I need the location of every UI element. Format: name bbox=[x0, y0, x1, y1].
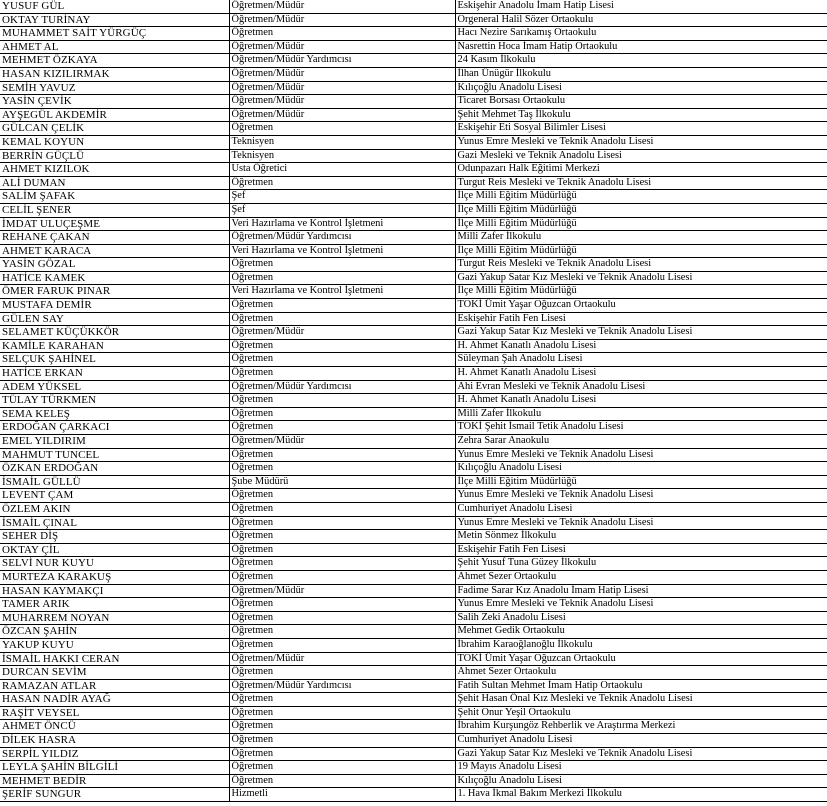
staff-school-cell: Fatih Sultan Mehmet İmam Hatip Ortaokulu bbox=[455, 679, 827, 693]
staff-title-cell: Teknisyen bbox=[229, 135, 455, 149]
staff-name-cell: OKTAY ÇİL bbox=[0, 543, 229, 557]
staff-title-cell: Öğretmen bbox=[229, 312, 455, 326]
staff-title-cell: Öğretmen bbox=[229, 530, 455, 544]
staff-name-cell: ADEM YÜKSEL bbox=[0, 380, 229, 394]
staff-school-cell: 24 Kasım İlkokulu bbox=[455, 54, 827, 68]
staff-school-cell: Gazi Yakup Satar Kız Mesleki ve Teknik Anadolu Lisesi bbox=[455, 747, 827, 761]
staff-title-cell: Öğretmen/Müdür bbox=[229, 584, 455, 598]
table-row bbox=[0, 584, 827, 598]
table-row bbox=[0, 394, 827, 408]
staff-title-cell: Öğretmen bbox=[229, 761, 455, 775]
staff-name-cell: ÖMER FARUK PINAR bbox=[0, 285, 229, 299]
staff-title-cell: Öğretmen/Müdür bbox=[229, 40, 455, 54]
table-row bbox=[0, 299, 827, 313]
staff-title-cell: Öğretmen/Müdür bbox=[229, 326, 455, 340]
staff-school-cell: Ahmet Sezer Ortaokulu bbox=[455, 570, 827, 584]
staff-school-cell: TOKİ Ümit Yaşar Oğuzcan Ortaokulu bbox=[455, 299, 827, 313]
staff-name-cell: SELAMET KÜÇÜKKÖR bbox=[0, 326, 229, 340]
staff-school-cell: Turgut Reis Mesleki ve Teknik Anadolu Lisesi bbox=[455, 176, 827, 190]
staff-school-cell: 19 Mayıs Anadolu Lisesi bbox=[455, 761, 827, 775]
staff-name-cell: AHMET KARACA bbox=[0, 244, 229, 258]
staff-title-cell: Öğretmen/Müdür Yardımcısı bbox=[229, 54, 455, 68]
table-row bbox=[0, 231, 827, 245]
staff-title-cell: Öğretmen bbox=[229, 299, 455, 313]
staff-name-cell: CELİL ŞENER bbox=[0, 203, 229, 217]
staff-school-cell: Şehit Yusuf Tuna Güzey İlkokulu bbox=[455, 557, 827, 571]
table-row bbox=[0, 271, 827, 285]
staff-school-cell: Şehit Hasan Önal Kız Mesleki ve Teknik Anadolu Lisesi bbox=[455, 693, 827, 707]
staff-title-cell: Öğretmen bbox=[229, 611, 455, 625]
staff-name-cell: REHANE ÇAKAN bbox=[0, 231, 229, 245]
table-row bbox=[0, 774, 827, 788]
staff-title-cell: Öğretmen bbox=[229, 598, 455, 612]
staff-name-cell: HATİCE ERKAN bbox=[0, 367, 229, 381]
staff-school-cell: İlçe Milli Eğitim Müdürlüğü bbox=[455, 203, 827, 217]
staff-name-cell: MUHARREM NOYAN bbox=[0, 611, 229, 625]
staff-name-cell: LEVENT ÇAM bbox=[0, 489, 229, 503]
staff-school-cell: Milli Zafer İlkokulu bbox=[455, 231, 827, 245]
staff-name-cell: MEHMET BEDİR bbox=[0, 774, 229, 788]
staff-title-cell: Veri Hazırlama ve Kontrol İşletmeni bbox=[229, 217, 455, 231]
staff-title-cell: Öğretmen bbox=[229, 462, 455, 476]
staff-title-cell: Öğretmen/Müdür bbox=[229, 435, 455, 449]
staff-name-cell: GÜLEN SAY bbox=[0, 312, 229, 326]
staff-school-cell: 1. Hava İkmal Bakım Merkezi İlkokulu bbox=[455, 788, 827, 802]
staff-school-cell: Ticaret Borsası Ortaokulu bbox=[455, 95, 827, 109]
staff-name-cell: SEMİH YAVUZ bbox=[0, 81, 229, 95]
staff-name-cell: SERPİL YILDIZ bbox=[0, 747, 229, 761]
staff-name-cell: ŞERİF SUNGUR bbox=[0, 788, 229, 802]
staff-name-cell: AHMET ÖNCÜ bbox=[0, 720, 229, 734]
staff-name-cell: YAKUP KUYU bbox=[0, 638, 229, 652]
table-row bbox=[0, 502, 827, 516]
table-row bbox=[0, 108, 827, 122]
staff-name-cell: ÖZCAN ŞAHİN bbox=[0, 625, 229, 639]
staff-title-cell: Öğretmen bbox=[229, 774, 455, 788]
staff-school-cell: Şehit Onur Yeşil Ortaokulu bbox=[455, 706, 827, 720]
staff-title-cell: Öğretmen/Müdür bbox=[229, 95, 455, 109]
staff-title-cell: Öğretmen bbox=[229, 27, 455, 41]
staff-name-cell: YUSUF GÜL bbox=[0, 0, 229, 13]
staff-name-cell: ÖZLEM AKIN bbox=[0, 502, 229, 516]
staff-title-cell: Öğretmen bbox=[229, 570, 455, 584]
staff-school-cell: İlçe Milli Eğitim Müdürlüğü bbox=[455, 285, 827, 299]
table-row bbox=[0, 598, 827, 612]
table-row bbox=[0, 788, 827, 802]
table-row bbox=[0, 285, 827, 299]
staff-name-cell: OKTAY TURİNAY bbox=[0, 13, 229, 27]
table-row bbox=[0, 135, 827, 149]
staff-school-cell: Odunpazarı Halk Eğitimi Merkezi bbox=[455, 163, 827, 177]
staff-title-cell: Şef bbox=[229, 190, 455, 204]
staff-title-cell: Öğretmen/Müdür bbox=[229, 81, 455, 95]
staff-name-cell: AYŞEGÜL AKDEMİR bbox=[0, 108, 229, 122]
table-row bbox=[0, 367, 827, 381]
staff-name-cell: KEMAL KOYUN bbox=[0, 135, 229, 149]
table-row bbox=[0, 312, 827, 326]
staff-name-cell: MAHMUT TUNCEL bbox=[0, 448, 229, 462]
table-row bbox=[0, 516, 827, 530]
staff-name-cell: İSMAİL ÇINAL bbox=[0, 516, 229, 530]
staff-name-cell: MURTEZA KARAKUŞ bbox=[0, 570, 229, 584]
staff-title-cell: Öğretmen bbox=[229, 502, 455, 516]
table-row bbox=[0, 217, 827, 231]
staff-school-cell: Eskişehir Anadolu İmam Hatip Lisesi bbox=[455, 0, 827, 13]
staff-school-cell: H. Ahmet Kanatlı Anadolu Lisesi bbox=[455, 394, 827, 408]
staff-name-cell: TAMER ARIK bbox=[0, 598, 229, 612]
staff-school-cell: Yunus Emre Mesleki ve Teknik Anadolu Lisesi bbox=[455, 135, 827, 149]
table-row bbox=[0, 95, 827, 109]
staff-school-cell: İlçe Milli Eğitim Müdürlüğü bbox=[455, 475, 827, 489]
staff-title-cell: Öğretmen/Müdür Yardımcısı bbox=[229, 380, 455, 394]
staff-name-cell: RAŞİT VEYSEL bbox=[0, 706, 229, 720]
staff-school-cell: Eskişehir Fatih Fen Lisesi bbox=[455, 312, 827, 326]
table-row bbox=[0, 679, 827, 693]
table-row bbox=[0, 149, 827, 163]
staff-name-cell: MEHMET ÖZKAYA bbox=[0, 54, 229, 68]
staff-name-cell: AHMET KIZILOK bbox=[0, 163, 229, 177]
staff-school-cell: TOKİ Ümit Yaşar Oğuzcan Ortaokulu bbox=[455, 652, 827, 666]
table-row bbox=[0, 666, 827, 680]
table-row bbox=[0, 557, 827, 571]
table-row bbox=[0, 244, 827, 258]
staff-title-cell: Öğretmen bbox=[229, 638, 455, 652]
staff-title-cell: Öğretmen bbox=[229, 448, 455, 462]
table-row bbox=[0, 530, 827, 544]
staff-title-cell: Öğretmen bbox=[229, 394, 455, 408]
staff-name-cell: LEYLA ŞAHİN BİLGİLİ bbox=[0, 761, 229, 775]
staff-school-cell: Yunus Emre Mesleki ve Teknik Anadolu Lisesi bbox=[455, 448, 827, 462]
table-row bbox=[0, 570, 827, 584]
staff-name-cell: KAMİLE KARAHAN bbox=[0, 339, 229, 353]
staff-name-cell: DİLEK HASRA bbox=[0, 734, 229, 748]
staff-school-cell: Zehra Sarar Anaokulu bbox=[455, 435, 827, 449]
staff-name-cell: AHMET AL bbox=[0, 40, 229, 54]
table-row bbox=[0, 747, 827, 761]
staff-title-cell: Öğretmen/Müdür bbox=[229, 13, 455, 27]
staff-school-cell: Mehmet Gedik Ortaokulu bbox=[455, 625, 827, 639]
staff-school-cell: İlhan Ünügür İlkokulu bbox=[455, 67, 827, 81]
table-row bbox=[0, 448, 827, 462]
staff-name-cell: EMEL YILDIRIM bbox=[0, 435, 229, 449]
staff-title-cell: Şube Müdürü bbox=[229, 475, 455, 489]
staff-name-cell: YASİN GÖZAL bbox=[0, 258, 229, 272]
staff-name-cell: HASAN NADİR AYAĞ bbox=[0, 693, 229, 707]
staff-name-cell: HASAN KAYMAKÇI bbox=[0, 584, 229, 598]
table-row bbox=[0, 638, 827, 652]
staff-title-cell: Öğretmen bbox=[229, 625, 455, 639]
staff-name-cell: RAMAZAN ATLAR bbox=[0, 679, 229, 693]
staff-name-cell: İSMAİL HAKKI CERAN bbox=[0, 652, 229, 666]
staff-school-cell: Fadime Sarar Kız Anadolu İmam Hatip Lisesi bbox=[455, 584, 827, 598]
staff-title-cell: Usta Öğretici bbox=[229, 163, 455, 177]
staff-name-cell: SELVİ NUR KUYU bbox=[0, 557, 229, 571]
table-row bbox=[0, 163, 827, 177]
staff-school-cell: Ahi Evran Mesleki ve Teknik Anadolu Lisesi bbox=[455, 380, 827, 394]
staff-school-cell: Yunus Emre Mesleki ve Teknik Anadolu Lisesi bbox=[455, 489, 827, 503]
staff-title-cell: Öğretmen bbox=[229, 516, 455, 530]
table-row bbox=[0, 27, 827, 41]
staff-school-cell: Hacı Nezire Sarıkamış Ortaokulu bbox=[455, 27, 827, 41]
table-row bbox=[0, 81, 827, 95]
staff-title-cell: Öğretmen bbox=[229, 407, 455, 421]
staff-name-cell: BERRİN GÜÇLÜ bbox=[0, 149, 229, 163]
table-row bbox=[0, 625, 827, 639]
staff-school-cell: Orgeneral Halil Sözer Ortaokulu bbox=[455, 13, 827, 27]
staff-title-cell: Öğretmen/Müdür Yardımcısı bbox=[229, 231, 455, 245]
staff-name-cell: DURCAN SEVİM bbox=[0, 666, 229, 680]
staff-name-cell: SALİM ŞAFAK bbox=[0, 190, 229, 204]
staff-title-cell: Öğretmen bbox=[229, 557, 455, 571]
staff-school-cell: Kılıçoğlu Anadolu Lisesi bbox=[455, 462, 827, 476]
staff-title-cell: Öğretmen bbox=[229, 353, 455, 367]
staff-name-cell: YASİN ÇEVİK bbox=[0, 95, 229, 109]
staff-name-cell: İSMAİL GÜLLÜ bbox=[0, 475, 229, 489]
staff-title-cell: Öğretmen bbox=[229, 693, 455, 707]
table-row bbox=[0, 40, 827, 54]
staff-school-cell: TOKİ Şehit İsmail Tetik Anadolu Lisesi bbox=[455, 421, 827, 435]
staff-title-cell: Öğretmen/Müdür bbox=[229, 0, 455, 13]
table-row bbox=[0, 720, 827, 734]
staff-name-cell: ALİ DUMAN bbox=[0, 176, 229, 190]
staff-title-cell: Öğretmen/Müdür bbox=[229, 108, 455, 122]
staff-name-cell: SEHER DİŞ bbox=[0, 530, 229, 544]
staff-name-cell: ERDOĞAN ÇARKACI bbox=[0, 421, 229, 435]
staff-title-cell: Öğretmen bbox=[229, 258, 455, 272]
staff-name-cell: HASAN KIZILIRMAK bbox=[0, 67, 229, 81]
table-row bbox=[0, 734, 827, 748]
staff-title-cell: Öğretmen bbox=[229, 543, 455, 557]
staff-name-cell: İMDAT ULUÇEŞME bbox=[0, 217, 229, 231]
table-row bbox=[0, 190, 827, 204]
staff-name-cell: SELÇUK ŞAHİNEL bbox=[0, 353, 229, 367]
staff-school-cell: Cumhuriyet Anadolu Lisesi bbox=[455, 502, 827, 516]
staff-school-cell: Şehit Mehmet Taş İlkokulu bbox=[455, 108, 827, 122]
table-row bbox=[0, 326, 827, 340]
staff-title-cell: Öğretmen bbox=[229, 706, 455, 720]
staff-name-cell: GÜLCAN ÇELİK bbox=[0, 122, 229, 136]
table-row bbox=[0, 421, 827, 435]
staff-title-cell: Şef bbox=[229, 203, 455, 217]
staff-title-cell: Öğretmen/Müdür bbox=[229, 652, 455, 666]
staff-school-cell: Metin Sönmez İlkokulu bbox=[455, 530, 827, 544]
staff-title-cell: Öğretmen bbox=[229, 176, 455, 190]
staff-school-cell: Yunus Emre Mesleki ve Teknik Anadolu Lisesi bbox=[455, 598, 827, 612]
staff-title-cell: Öğretmen bbox=[229, 421, 455, 435]
table-row bbox=[0, 258, 827, 272]
staff-school-cell: İlçe Milli Eğitim Müdürlüğü bbox=[455, 217, 827, 231]
staff-title-cell: Öğretmen bbox=[229, 489, 455, 503]
staff-school-cell: Gazi Mesleki ve Teknik Anadolu Lisesi bbox=[455, 149, 827, 163]
staff-name-cell: TÜLAY TÜRKMEN bbox=[0, 394, 229, 408]
staff-title-cell: Öğretmen bbox=[229, 122, 455, 136]
staff-title-cell: Hizmetli bbox=[229, 788, 455, 802]
staff-title-cell: Veri Hazırlama ve Kontrol İşletmeni bbox=[229, 244, 455, 258]
staff-school-cell: H. Ahmet Kanatlı Anadolu Lisesi bbox=[455, 367, 827, 381]
table-row bbox=[0, 435, 827, 449]
table-row bbox=[0, 462, 827, 476]
table-row bbox=[0, 407, 827, 421]
staff-school-cell: Eskişehir Eti Sosyal Bilimler Lisesi bbox=[455, 122, 827, 136]
table-row bbox=[0, 13, 827, 27]
staff-school-cell: Kılıçoğlu Anadolu Lisesi bbox=[455, 774, 827, 788]
staff-name-cell: MUSTAFA DEMİR bbox=[0, 299, 229, 313]
table-row bbox=[0, 353, 827, 367]
staff-title-cell: Öğretmen bbox=[229, 747, 455, 761]
staff-school-cell: Yunus Emre Mesleki ve Teknik Anadolu Lisesi bbox=[455, 516, 827, 530]
staff-school-cell: İlçe Milli Eğitim Müdürlüğü bbox=[455, 190, 827, 204]
table-row bbox=[0, 0, 827, 13]
table-row bbox=[0, 67, 827, 81]
staff-name-cell: SEMA KELEŞ bbox=[0, 407, 229, 421]
staff-school-cell: Eskişehir Fatih Fen Lisesi bbox=[455, 543, 827, 557]
staff-school-cell: H. Ahmet Kanatlı Anadolu Lisesi bbox=[455, 339, 827, 353]
staff-school-cell: Turgut Reis Mesleki ve Teknik Anadolu Lisesi bbox=[455, 258, 827, 272]
table-row bbox=[0, 475, 827, 489]
table-row bbox=[0, 543, 827, 557]
staff-school-cell: Kılıçoğlu Anadolu Lisesi bbox=[455, 81, 827, 95]
table-row bbox=[0, 203, 827, 217]
table-row bbox=[0, 54, 827, 68]
table-row bbox=[0, 339, 827, 353]
table-row bbox=[0, 761, 827, 775]
staff-title-cell: Öğretmen bbox=[229, 720, 455, 734]
staff-title-cell: Öğretmen bbox=[229, 339, 455, 353]
table-row bbox=[0, 122, 827, 136]
staff-title-cell: Veri Hazırlama ve Kontrol İşletmeni bbox=[229, 285, 455, 299]
table-row bbox=[0, 706, 827, 720]
table-row bbox=[0, 380, 827, 394]
staff-name-cell: HATİCE KAMEK bbox=[0, 271, 229, 285]
staff-school-cell: İbrahim Karaoğlanoğlu İlkokulu bbox=[455, 638, 827, 652]
staff-title-cell: Öğretmen bbox=[229, 367, 455, 381]
table-row bbox=[0, 611, 827, 625]
staff-school-cell: Cumhuriyet Anadolu Lisesi bbox=[455, 734, 827, 748]
staff-title-cell: Öğretmen bbox=[229, 666, 455, 680]
staff-name-cell: ÖZKAN ERDOĞAN bbox=[0, 462, 229, 476]
staff-school-cell: Ahmet Sezer Ortaokulu bbox=[455, 666, 827, 680]
staff-school-cell: Nasrettin Hoca İmam Hatip Ortaokulu bbox=[455, 40, 827, 54]
staff-title-cell: Öğretmen bbox=[229, 271, 455, 285]
staff-school-cell: Gazi Yakup Satar Kız Mesleki ve Teknik Anadolu Lisesi bbox=[455, 271, 827, 285]
staff-school-cell: Milli Zafer İlkokulu bbox=[455, 407, 827, 421]
staff-title-cell: Öğretmen bbox=[229, 734, 455, 748]
table-row bbox=[0, 489, 827, 503]
table-row bbox=[0, 176, 827, 190]
staff-school-cell: Gazi Yakup Satar Kız Mesleki ve Teknik Anadolu Lisesi bbox=[455, 326, 827, 340]
staff-school-cell: Salih Zeki Anadolu Lisesi bbox=[455, 611, 827, 625]
staff-title-cell: Öğretmen/Müdür Yardımcısı bbox=[229, 679, 455, 693]
table-row bbox=[0, 693, 827, 707]
staff-title-cell: Teknisyen bbox=[229, 149, 455, 163]
staff-title-cell: Öğretmen/Müdür bbox=[229, 67, 455, 81]
staff-name-cell: MUHAMMET SAİT YÜRGÜÇ bbox=[0, 27, 229, 41]
table-row bbox=[0, 652, 827, 666]
staff-school-cell: Süleyman Şah Anadolu Lisesi bbox=[455, 353, 827, 367]
staff-school-cell: İlçe Milli Eğitim Müdürlüğü bbox=[455, 244, 827, 258]
staff-school-cell: İbrahim Kurşungöz Rehberlik ve Araştırma Merkezi bbox=[455, 720, 827, 734]
